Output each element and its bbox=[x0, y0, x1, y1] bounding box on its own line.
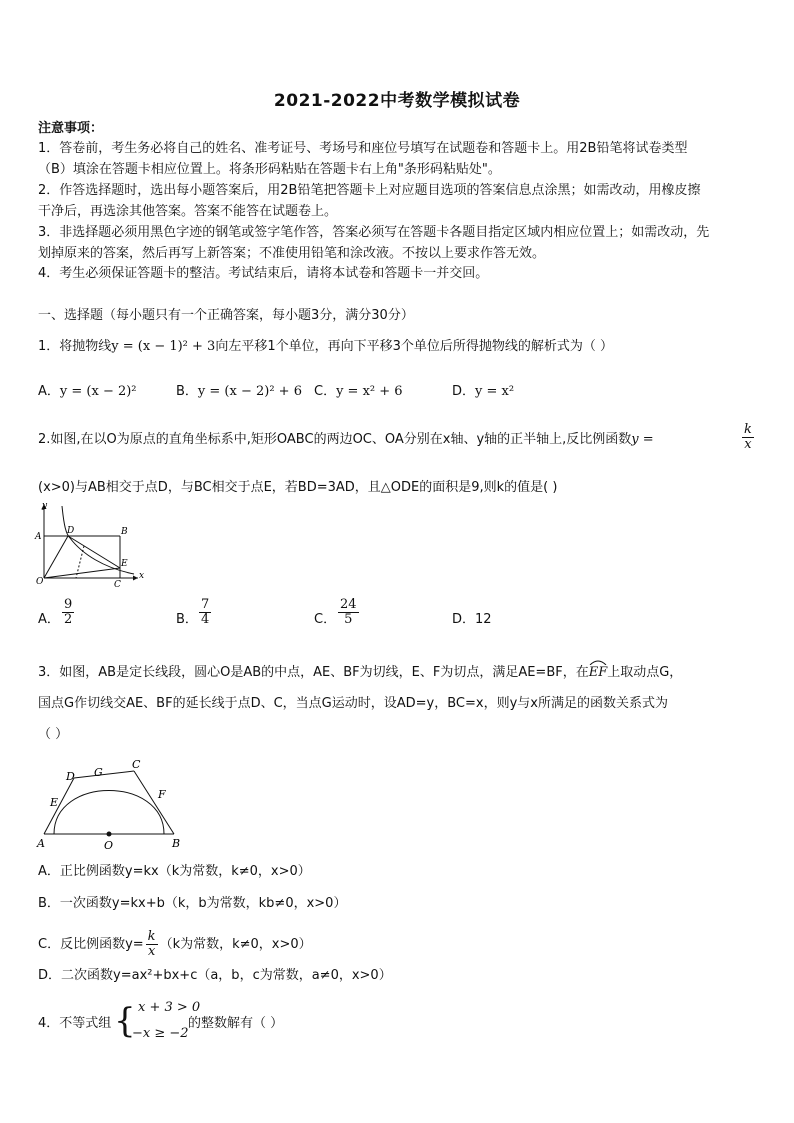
fig-label-d: D bbox=[67, 526, 75, 536]
q2-formula-fraction: $\frac{k}{x}$ bbox=[744, 422, 752, 452]
section-heading: 一、选择题（每小题只有一个正确答案，每小题3分，满分30分） bbox=[38, 308, 414, 323]
q3-text-2: 国点G作切线交AE、BF的延长线于点D、C，当点G运动时，设AD=y，BC=x，则y与x所满足的函数关系式为 bbox=[38, 696, 668, 711]
q2-option-d: D．12 bbox=[452, 612, 492, 627]
q1-prefix: 1．将抛物线 bbox=[38, 339, 112, 354]
note-line-6: 划掉原来的答案，然后再写上新答案；不准使用铅笔和涂改液。不按以上要求作答无效。 bbox=[38, 246, 546, 261]
note-line-5: 3．非选择题必须用黑色字迹的钢笔或签字笔作答，答案必须写在答题卡各题目指定区域内相应位置上；如需改动，先 bbox=[38, 225, 710, 240]
q4-suffix: 的整数解有（ ） bbox=[188, 1016, 284, 1031]
q2-option-c-label: C． bbox=[314, 612, 337, 627]
q3-option-d: D．二次函数y=ax²+bx+c（a，b，c为常数，a≠0，x>0） bbox=[38, 968, 392, 983]
fig-label-a: A bbox=[35, 532, 42, 542]
note-line-1: 1．答卷前，考生务必将自己的姓名、准考证号、考场号和座位号填写在试题卷和答题卡上。用2B铅笔将试卷类型 bbox=[38, 141, 688, 156]
q3-figure bbox=[34, 756, 188, 852]
fig3-label-d: D bbox=[66, 770, 75, 783]
q2-option-a-value: $\frac{9}{2}$ bbox=[64, 597, 73, 627]
q4-prefix: 4．不等式组 bbox=[38, 1016, 112, 1031]
fig-label-x: x bbox=[139, 571, 145, 581]
q1-option-c: C．y = x² + 6 bbox=[314, 384, 403, 399]
q2-option-b-label: B． bbox=[176, 612, 198, 627]
q1-option-a: A．y = (x − 2)² bbox=[38, 384, 137, 399]
q2-formula-lhs: y = bbox=[631, 432, 654, 447]
fig3-label-c: C bbox=[132, 758, 141, 771]
q3-option-b: B．一次函数y=kx+b（k，b为常数，kb≠0，x>0） bbox=[38, 896, 347, 911]
note-line-2: （B）填涂在答题卡相应位置上。将条形码粘贴在答题卡右上角"条形码粘贴处"。 bbox=[38, 162, 501, 177]
q2-option-b-value: $\frac{7}{4}$ bbox=[201, 597, 210, 627]
q1-formula: y = (x − 1)² + 3 bbox=[111, 339, 216, 354]
q4-inequality-2: −x ≥ −2 bbox=[132, 1026, 189, 1041]
q3-option-a: A．正比例函数y=kx（k为常数，k≠0，x>0） bbox=[38, 864, 311, 879]
q4-inequality-1: x + 3 > 0 bbox=[138, 1000, 201, 1015]
q2-option-a-label: A． bbox=[38, 612, 60, 627]
q3-text-3: （ ） bbox=[38, 727, 69, 742]
q3-option-c: C．反比例函数y= $\frac{k}{x}$ （k为常数，k≠0，x>0） bbox=[38, 929, 312, 959]
fig3-label-b: B bbox=[172, 837, 181, 850]
fig3-label-f: F bbox=[158, 788, 166, 801]
q1-suffix: 向左平移1个单位，再向下平移3个单位后所得抛物线的解析式为（ ） bbox=[215, 339, 614, 354]
q3-text-1: 3．如图，AB是定长线段，圆心O是AB的中点，AE、BF为切线，E、F为切点，满足AE=BF，在 EF上取动点G， bbox=[38, 659, 682, 683]
q2-figure bbox=[34, 498, 146, 588]
fig3-label-o: O bbox=[104, 839, 114, 852]
fig-label-c: C bbox=[114, 580, 121, 588]
fig-label-b: B bbox=[121, 527, 128, 537]
q1-option-b: B．y = (x − 2)² + 6 bbox=[176, 384, 302, 399]
fig3-label-e: E bbox=[50, 796, 59, 809]
question-1 bbox=[38, 337, 613, 357]
q2-text-2: (x>0)与AB相交于点D，与BC相交于点E，若BD=3AD，且△ODE的面积是9,则k的值是( ) bbox=[38, 480, 558, 495]
q4-brace: { bbox=[114, 1001, 136, 1041]
notes-heading: 注意事项： bbox=[38, 121, 104, 136]
note-line-7: 4．考生必须保证答题卡的整洁。考试结束后，请将本试卷和答题卡一并交回。 bbox=[38, 266, 489, 281]
fig-label-o: O bbox=[36, 577, 44, 587]
fig3-label-g: G bbox=[94, 766, 103, 779]
note-line-4: 干净后，再选涂其他答案。答案不能答在试题卷上。 bbox=[38, 204, 338, 219]
fig3-label-a: A bbox=[37, 837, 45, 850]
q3-arc-ef: EF bbox=[589, 659, 608, 683]
fig-label-y: y bbox=[42, 501, 48, 511]
q1-option-d: D．y = x² bbox=[452, 384, 515, 399]
q2-option-c-value: $\frac{24}{5}$ bbox=[340, 597, 357, 627]
note-line-3: 2．作答选择题时，选出每小题答案后，用2B铅笔把答题卡上对应题目选项的答案信息点涂黑；如需改动，用橡皮擦 bbox=[38, 183, 701, 198]
page-title: 2021-2022中考数学模拟试卷 bbox=[273, 91, 521, 111]
q2-text-1: 2.如图,在以O为原点的直角坐标系中,矩形OABC的两边OC、OA分别在x轴、y轴的正半轴上,反比例函数y = bbox=[38, 432, 654, 447]
fig-label-e: E bbox=[121, 559, 128, 569]
